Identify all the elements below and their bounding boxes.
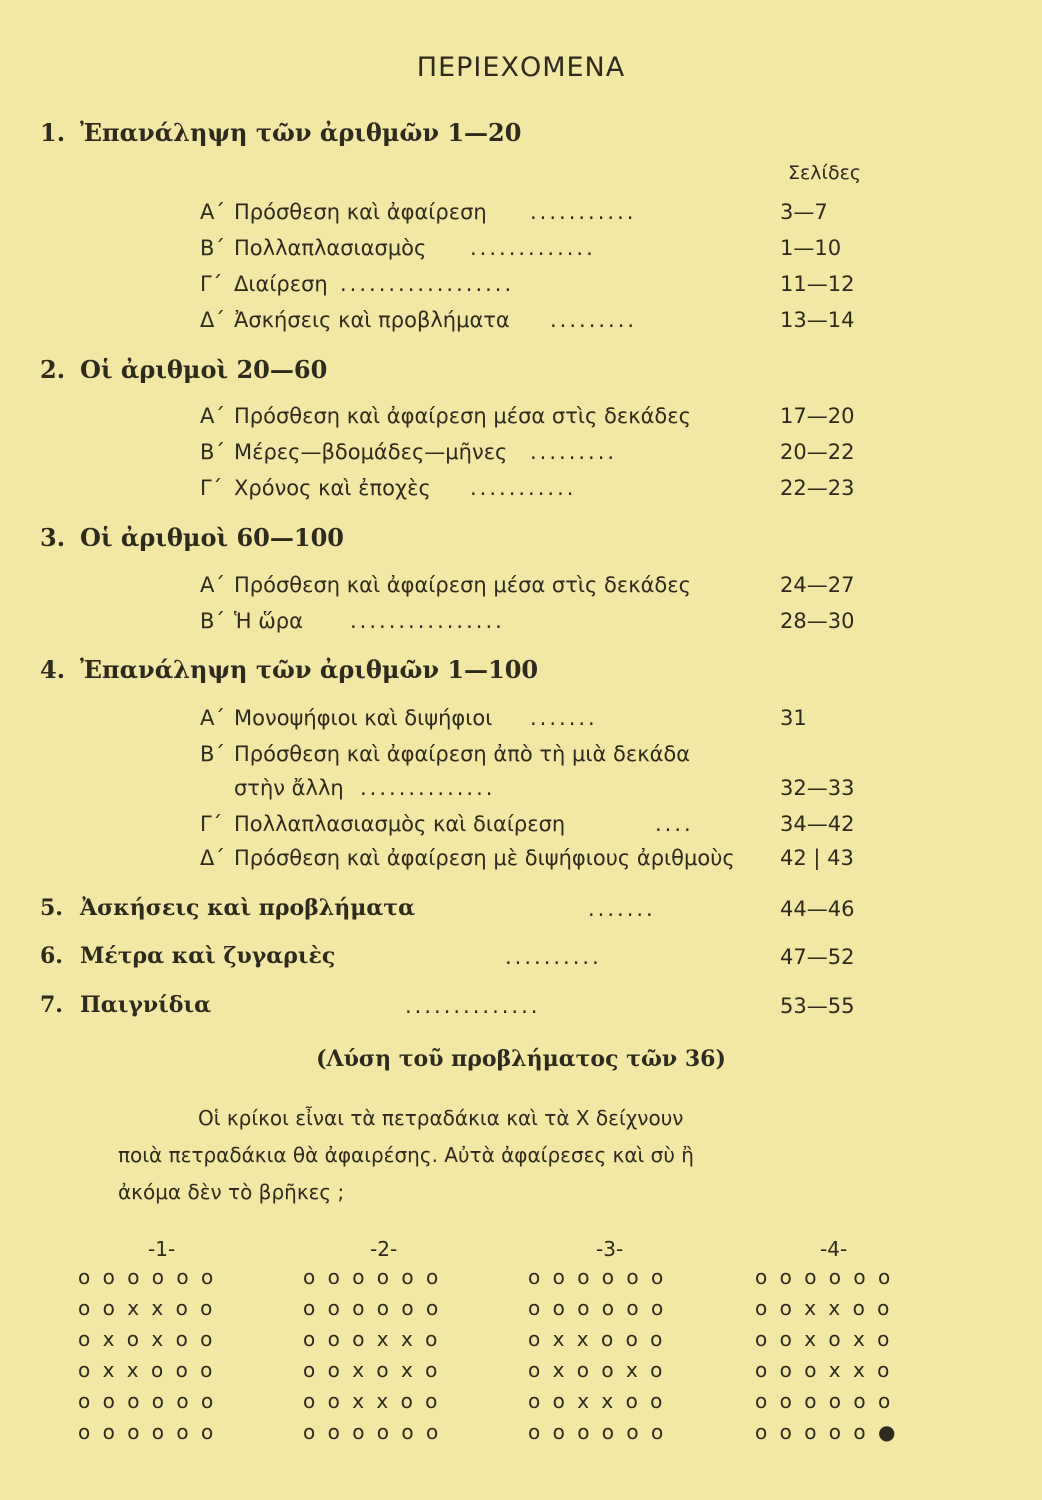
section-number: 2. (40, 355, 66, 384)
solution-line: ποιὰ πετραδάκια θὰ ἀφαιρέσης. Αὐτὰ ἀφαίρεσες καὶ σὺ ἢ (118, 1143, 694, 1167)
entry-letter: Α΄ (200, 706, 225, 730)
grid-row: o o x x o o (78, 1296, 216, 1320)
section-title: Ἐπανάληψη τῶν ἀριθμῶν 1—20 (80, 118, 522, 147)
entry-pages: 1—10 (780, 236, 842, 260)
entry-label: Πολλαπλασιασμὸς καὶ διαίρεση (234, 812, 566, 836)
section-pages: 44—46 (780, 897, 855, 921)
solution-paragraph (118, 1100, 868, 1211)
grid-row: o o o o o o (755, 1265, 894, 1289)
grid-row: o o o o o o (78, 1389, 217, 1413)
section-title: Οἱ ἀριθμοὶ 20—60 (80, 355, 328, 384)
entry-letter: Α΄ (200, 404, 225, 428)
leader-dots: ........... (530, 200, 637, 224)
grid-row: o o o o o ● (755, 1420, 899, 1444)
entry-pages: 13—14 (780, 308, 855, 332)
section-2-heading (40, 355, 327, 384)
grid-row: o o x o x o (303, 1358, 441, 1382)
leader-dots: .................. (340, 272, 515, 296)
leader-dots: ............. (470, 236, 596, 260)
entry-pages: 3—7 (780, 200, 828, 224)
section-title: Ἐπανάληψη τῶν ἀριθμῶν 1—100 (80, 655, 539, 684)
grid-row: o o x x o o (528, 1389, 666, 1413)
entry-label: Διαίρεση (234, 272, 328, 296)
grid-row: o x x o o o (528, 1327, 666, 1351)
toc-entry (200, 706, 860, 738)
section-pages: 53—55 (780, 994, 855, 1018)
entry-pages: 32—33 (780, 776, 855, 800)
section-4-heading (40, 655, 538, 684)
grid-row: o o o o o o (303, 1296, 442, 1320)
entry-label: Πρόσθεση καὶ ἀφαίρεση ἀπὸ τὴ μιὰ δεκάδα (234, 742, 691, 766)
grid-row: o o o o o o (78, 1265, 217, 1289)
entry-pages: 11—12 (780, 272, 855, 296)
toc-entry (200, 476, 860, 508)
grid-row: o o o o o o (755, 1389, 894, 1413)
entry-pages: 22—23 (780, 476, 855, 500)
grid-3-label: -3- (596, 1237, 624, 1261)
leader-dots: .......... (505, 945, 602, 969)
entry-letter: Δ΄ (200, 846, 225, 870)
section-title: Οἱ ἀριθμοὶ 60—100 (80, 523, 344, 552)
entry-pages: 42 | 43 (780, 846, 854, 870)
entry-label: στὴν ἄλλη (234, 776, 344, 800)
section-1-heading (40, 118, 521, 147)
grid-row: o o o o o o (303, 1265, 442, 1289)
grid-row: o x o o x o (528, 1358, 666, 1382)
entry-pages: 20—22 (780, 440, 855, 464)
entry-label: Χρόνος καὶ ἐποχὲς (234, 476, 431, 500)
toc-entry (200, 573, 860, 605)
entry-label: Πρόσθεση καὶ ἀφαίρεση (234, 200, 487, 224)
grid-row: o o x x o o (303, 1389, 441, 1413)
toc-entry (200, 236, 860, 268)
entry-pages: 34—42 (780, 812, 855, 836)
toc-entry (200, 200, 860, 232)
grid-row: o o o o o o (78, 1420, 217, 1444)
section-number: 3. (40, 523, 66, 552)
entry-label: Ἀσκήσεις καὶ προβλήματα (234, 308, 510, 332)
leader-dots: ................ (350, 609, 505, 633)
entry-letter: Α΄ (200, 573, 225, 597)
grid-row: o o o o o o (528, 1420, 667, 1444)
entry-letter: Β΄ (200, 440, 225, 464)
section-number: 7. (40, 992, 63, 1018)
grid-4-label: -4- (820, 1237, 848, 1261)
entry-label: Μέρες—βδομάδες—μῆνες (234, 440, 508, 464)
entry-letter: Δ΄ (200, 308, 225, 332)
entry-label: Πρόσθεση καὶ ἀφαίρεση μέσα στὶς δεκάδες (234, 573, 691, 597)
grid-row: o o o o o o (528, 1296, 667, 1320)
leader-dots: ........... (470, 476, 577, 500)
section-title: Ἀσκήσεις καὶ προβλήματα (80, 895, 415, 921)
leader-dots: ....... (530, 706, 598, 730)
entry-label: Πρόσθεση καὶ ἀφαίρεση μὲ διψήφιους ἀριθμοὺς (234, 846, 735, 870)
leader-dots: .............. (405, 994, 541, 1018)
section-title: Παιγνίδια (80, 992, 212, 1018)
solution-line: ἀκόμα δὲν τὸ βρῆκες ; (118, 1180, 345, 1204)
entry-letter: Β΄ (200, 236, 225, 260)
entry-pages: 24—27 (780, 573, 855, 597)
leader-dots: .... (655, 812, 694, 836)
toc-entry (200, 812, 860, 844)
grid-row: o o o o o o (528, 1265, 667, 1289)
toc-entry (200, 308, 860, 340)
solution-title: (Λύση τοῦ προβλήματος τῶν 36) (316, 1046, 726, 1072)
grid-2-label: -2- (370, 1237, 398, 1261)
grid-row: o o o o o o (303, 1420, 442, 1444)
leader-dots: .............. (360, 776, 496, 800)
pages-column-header: Σελίδες (788, 162, 861, 184)
section-number: 4. (40, 655, 66, 684)
toc-entry (200, 776, 860, 808)
grid-row: o x x o o o (78, 1358, 216, 1382)
entry-pages: 17—20 (780, 404, 855, 428)
entry-label: Μονοψήφιοι καὶ διψήφιοι (234, 706, 493, 730)
entry-label: Πρόσθεση καὶ ἀφαίρεση μέσα στὶς δεκάδες (234, 404, 691, 428)
section-title: Μέτρα καὶ ζυγαριὲς (80, 943, 336, 969)
entry-letter: Γ΄ (200, 812, 223, 836)
section-5-heading (40, 895, 415, 921)
grid-row: o o o x x o (303, 1327, 441, 1351)
entry-letter: Γ΄ (200, 272, 223, 296)
section-number: 6. (40, 943, 63, 969)
entry-label: Πολλαπλασιασμὸς (234, 236, 427, 260)
section-pages: 47—52 (780, 945, 855, 969)
entry-letter: Β΄ (200, 609, 225, 633)
section-number: 1. (40, 118, 66, 147)
toc-entry (200, 440, 860, 472)
leader-dots: ....... (588, 897, 656, 921)
page-title: ΠΕΡΙΕΧΟΜΕΝΑ (416, 52, 626, 83)
toc-entry (200, 609, 860, 641)
entry-pages: 28—30 (780, 609, 855, 633)
entry-letter: Α΄ (200, 200, 225, 224)
leader-dots: ......... (530, 440, 618, 464)
grid-row: o o x o x o (755, 1327, 893, 1351)
grid-row: o o o x x o (755, 1358, 893, 1382)
section-number: 5. (40, 895, 63, 921)
entry-letter: Γ΄ (200, 476, 223, 500)
solution-line: Οἱ κρίκοι εἶναι τὰ πετραδάκια καὶ τὰ Χ δείχνουν (198, 1106, 684, 1130)
section-3-heading (40, 523, 344, 552)
toc-entry (200, 272, 860, 304)
grid-1-label: -1- (148, 1237, 176, 1261)
entry-letter: Β΄ (200, 742, 225, 766)
toc-entry (200, 846, 860, 878)
leader-dots: ......... (550, 308, 638, 332)
section-6-heading (40, 943, 335, 969)
entry-pages: 31 (780, 706, 807, 730)
toc-entry (200, 742, 860, 774)
toc-entry (200, 404, 860, 436)
grid-row: o o x x o o (755, 1296, 893, 1320)
grid-row: o x o x o o (78, 1327, 216, 1351)
section-7-heading (40, 992, 211, 1018)
entry-label: Ἡ ὥρα (234, 609, 303, 633)
